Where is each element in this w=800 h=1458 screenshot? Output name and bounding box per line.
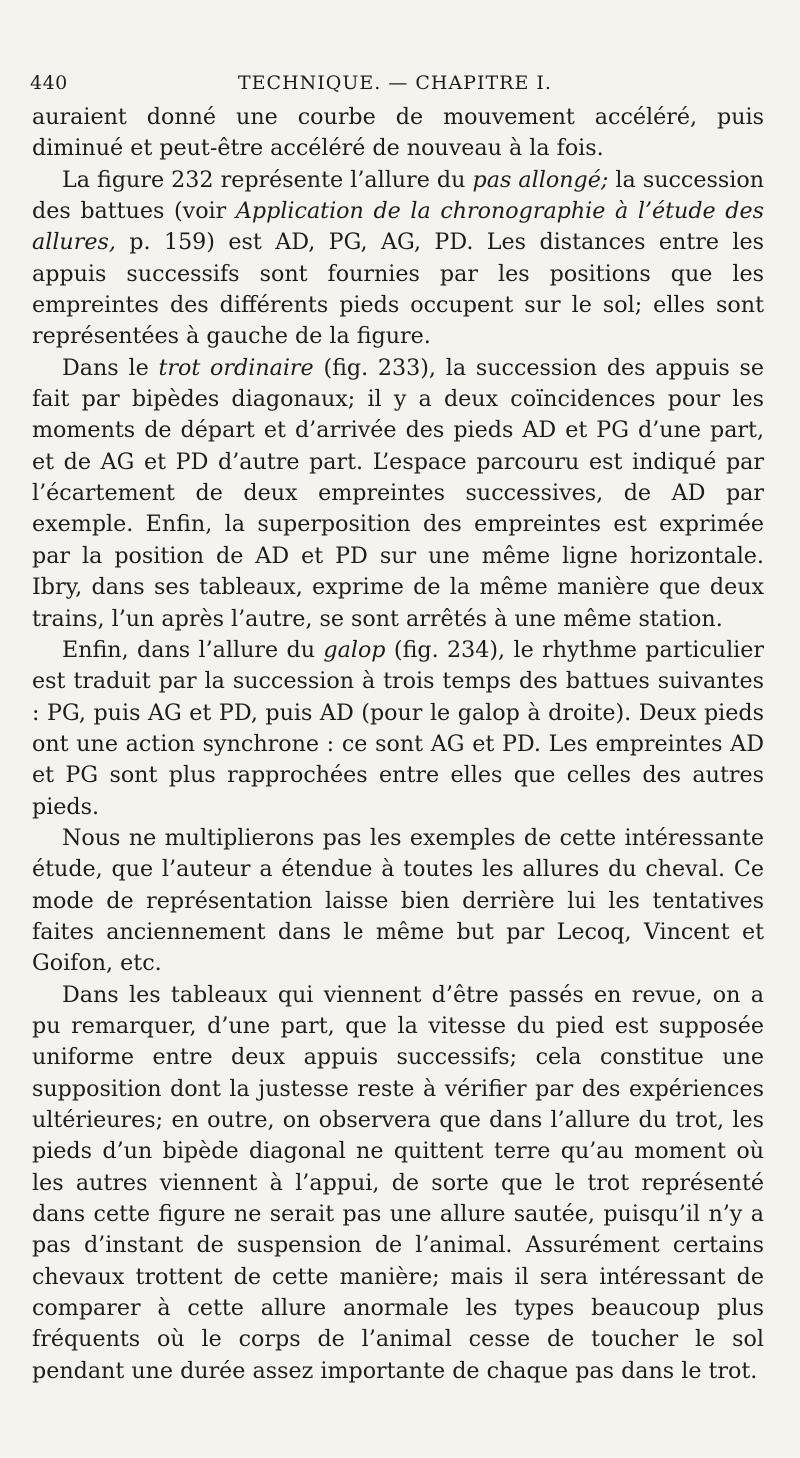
text-run: Enfin, dans l’allure du bbox=[62, 636, 324, 663]
text-run: auraient donné une courbe de mouvement accéléré, puis diminué et peut-être accéléré de nouveau à la fois. bbox=[32, 104, 764, 162]
paragraph-p2 bbox=[32, 165, 764, 353]
paragraph-p6 bbox=[32, 980, 764, 1387]
italic-text: trot ordinaire bbox=[158, 354, 314, 381]
paragraph-p4 bbox=[32, 635, 764, 823]
text-run: La figure 232 représente l’allure du bbox=[62, 166, 473, 193]
page-number: 440 bbox=[30, 72, 68, 94]
paragraph-p5 bbox=[32, 823, 764, 980]
paragraph-p1 bbox=[32, 102, 764, 165]
italic-text: galop bbox=[323, 636, 386, 663]
body-text bbox=[32, 102, 764, 1387]
running-title: TECHNIQUE. — CHAPITRE I. bbox=[238, 72, 552, 94]
running-head bbox=[30, 72, 770, 102]
italic-text: pas allongé; bbox=[472, 166, 609, 193]
text-run: (fig. 234), le rhythme particulier est traduit par la succession à trois temps des battues suivantes : PG, puis AG et PD, puis AD (pour le galop à droite). Deux pieds ont une action synchrone : ce sont AG et PD. Les empreintes AD et PG sont plus rapprochées entre elles que celles des autres pieds. bbox=[32, 636, 764, 820]
text-run: p. 159) est AD, PG, AG, PD. Les distances entre les appuis successifs sont fournies par les positions que les empreintes des différents pieds occupent sur le sol; elles sont représentées à gauche de la figure. bbox=[32, 229, 764, 350]
text-run: la succession des battues (voir bbox=[32, 166, 764, 225]
paragraph-p3 bbox=[32, 353, 764, 635]
italic-text: Application de la chronographie à l’étude des allures, bbox=[32, 198, 765, 256]
text-run: Dans les tableaux qui viennent d’être passés en revue, on a pu remarquer, d’une part, que la vitesse du pied est supposée uniforme entre deux appuis successifs; cela constitue une supposition dont la justesse reste à vérifier par des expériences ultérieures; en outre, on observera que dans l’allure du trot, les pieds d’un bipède diagonal ne quittent terre qu’au moment où les autres viennent à l’appui, de sorte que le trot représenté dans cette figure ne serait pas une allure sautée, puisqu’il n’y a pas d’instant de suspension de l’animal. Assurément certains chevaux trottent de cette manière; mais il sera intéressant de comparer à cette allure anormale les types beaucoup plus fréquents où le corps de l’animal cesse de toucher le sol pendant une durée assez importante de chaque pas dans le trot. bbox=[32, 981, 764, 1384]
text-run: Nous ne multiplierons pas les exemples de cette intéressante étude, que l’auteur a étendue à toutes les allures du cheval. Ce mode de représentation laisse bien derrière lui les tentatives faites anciennement dans le même but par Lecoq, Vincent et Goifon, etc. bbox=[32, 824, 764, 977]
text-run: (fig. 233), la succession des appuis se fait par bipèdes diagonaux; il y a deux coïncidences pour les moments de départ et d’arrivée des pieds AD et PG d’une part, et de AG et PD d’autre part. L’espace parcouru est indiqué par l’écartement de deux empreintes successives, de AD par exemple. Enfin, la superposition des empreintes est exprimée par la position de AD et PD sur une même ligne horizontale. Ibry, dans ses tableaux, exprime de la même manière que deux trains, l’un après l’autre, se sont arrêtés à une même station. bbox=[32, 354, 765, 632]
text-run: Dans le bbox=[62, 354, 159, 381]
